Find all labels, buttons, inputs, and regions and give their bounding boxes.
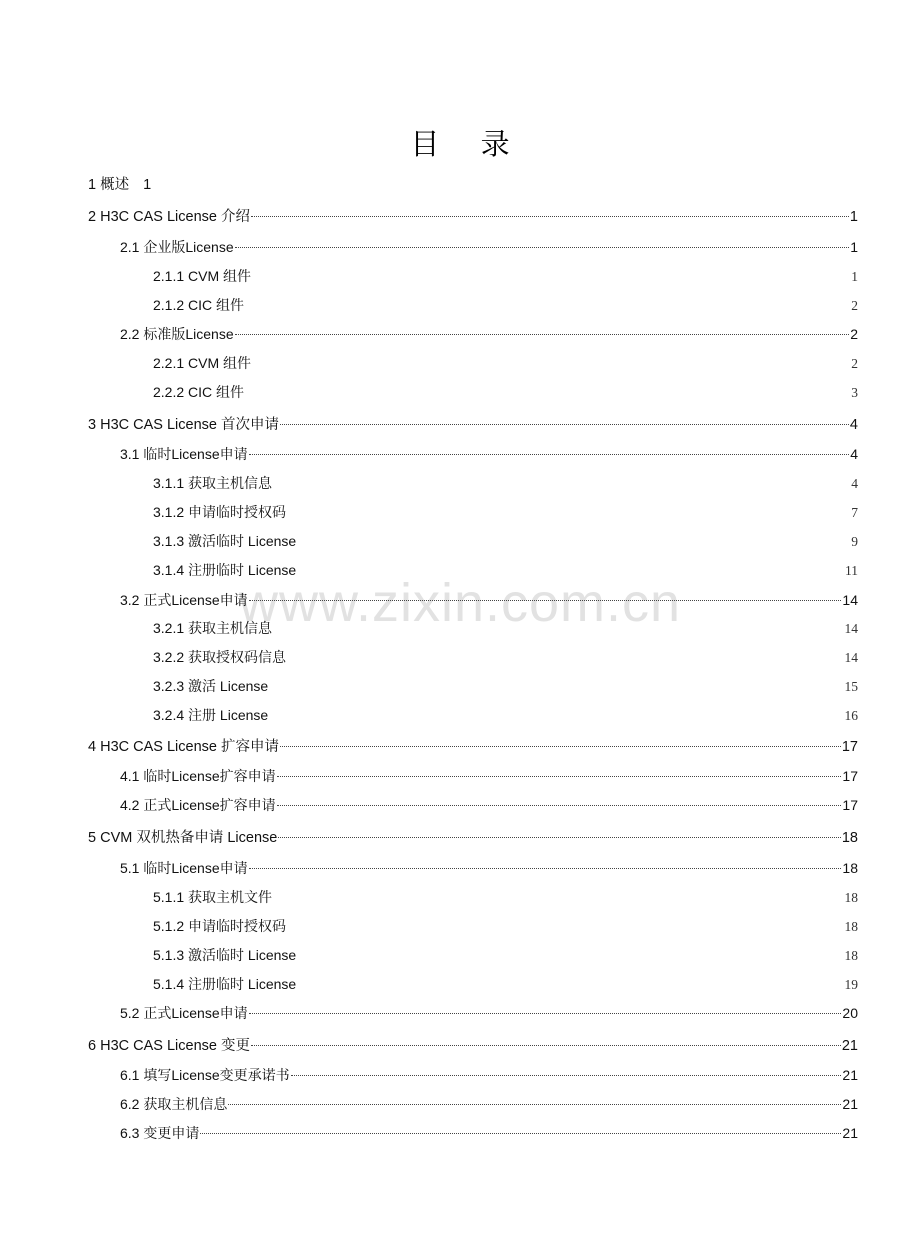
toc-page-number: 1 (849, 209, 858, 225)
toc-entry[interactable] (120, 1123, 858, 1143)
toc-entry[interactable] (120, 237, 858, 257)
toc-entry[interactable] (153, 705, 858, 725)
toc-entry-title: 4 H3C CAS License 扩容申请 (88, 739, 279, 755)
toc-page-number: 16 (844, 708, 858, 723)
toc-entry-title: 3.1.3 激活临时 License (153, 533, 297, 549)
toc-entry-title: 5.1.1 获取主机文件 (153, 889, 273, 905)
toc-dot-leader (249, 454, 850, 455)
toc-entry-title: 1 概述 (88, 177, 130, 193)
toc-page-number: 2 (851, 356, 858, 371)
toc-entry-title: 2.2 标准版License (120, 326, 234, 342)
toc-entry-title: 3.2.3 激活 License (153, 678, 269, 694)
toc-page-number: 21 (842, 1096, 858, 1112)
toc-entry-title: 3.2.2 获取授权码信息 (153, 649, 287, 665)
toc-page-number: 4 (850, 446, 858, 462)
toc-dot-leader (280, 746, 841, 747)
toc-dot-leader (278, 837, 841, 838)
toc-page-number: 14 (844, 650, 858, 665)
toc-entry[interactable] (153, 560, 858, 580)
toc-page-number: 21 (841, 1038, 858, 1054)
toc-page-number: 19 (844, 977, 858, 992)
toc-entry[interactable] (153, 531, 858, 551)
toc-entry[interactable] (88, 415, 858, 435)
toc-entry[interactable] (120, 1065, 858, 1085)
toc-page-number: 2 (851, 298, 858, 313)
toc-entry-title: 3.2.4 注册 License (153, 707, 269, 723)
toc-page-number: 21 (842, 1067, 858, 1083)
toc-entry[interactable] (120, 444, 858, 464)
toc-entry-title: 3.2 正式License申请 (120, 592, 248, 608)
toc-entry[interactable] (153, 502, 858, 522)
toc-entry-title: 5 CVM 双机热备申请 License (88, 830, 278, 846)
toc-page-number: 1 (851, 269, 858, 284)
toc-entry-title: 5.1.3 激活临时 License (153, 947, 297, 963)
toc-entry-title: 2.1 企业版License (120, 239, 234, 255)
toc-page-number: 18 (844, 890, 858, 905)
toc-entry[interactable] (88, 828, 858, 848)
toc-page-number: 18 (842, 860, 858, 876)
toc-page-number: 17 (842, 768, 858, 784)
toc-page-number: 18 (841, 830, 858, 846)
toc-entry[interactable] (120, 858, 858, 878)
toc-dot-leader (249, 600, 842, 601)
toc-entry[interactable] (153, 647, 858, 667)
toc-entry-title: 6.2 获取主机信息 (120, 1096, 228, 1112)
toc-entry-title: 3.1.1 获取主机信息 (153, 475, 273, 491)
toc-entry[interactable] (153, 945, 858, 965)
toc-entry[interactable] (120, 1003, 858, 1023)
toc-entry-title: 4.1 临时License扩容申请 (120, 768, 276, 784)
toc-page-number: 18 (844, 948, 858, 963)
toc-entry-title: 6 H3C CAS License 变更 (88, 1038, 250, 1054)
toc-entry-title: 2.1.1 CVM 组件 (153, 268, 252, 284)
toc-dot-leader (235, 334, 850, 335)
toc-dot-leader (228, 1104, 841, 1105)
toc-page-number: 1 (850, 239, 858, 255)
toc-dot-leader (251, 216, 849, 217)
toc-dot-leader (280, 424, 849, 425)
toc-dot-leader (249, 868, 842, 869)
toc-page-number: 15 (844, 679, 858, 694)
toc-entry[interactable] (153, 353, 858, 373)
toc-page-number: 3 (851, 385, 858, 400)
toc-entry[interactable] (153, 974, 858, 994)
toc-dot-leader (277, 776, 842, 777)
toc-entry[interactable] (88, 737, 858, 757)
watermark-text: www.zixin.com.cn (238, 573, 682, 633)
toc-entry-title: 3.1 临时License申请 (120, 446, 248, 462)
toc-entry-title: 6.1 填写License变更承诺书 (120, 1067, 290, 1083)
toc-entry[interactable] (120, 795, 858, 815)
toc-dot-leader (277, 805, 842, 806)
toc-entry[interactable] (120, 1094, 858, 1114)
toc-entry-title: 2 H3C CAS License 介绍 (88, 209, 250, 225)
toc-entry[interactable] (88, 1036, 858, 1056)
toc-page-number: 20 (842, 1005, 858, 1021)
toc-entry[interactable] (153, 618, 858, 638)
toc-entry-title: 3.1.2 申请临时授权码 (153, 504, 287, 520)
toc-entry[interactable] (153, 266, 858, 286)
toc-entry-title: 2.2.2 CIC 组件 (153, 384, 245, 400)
toc-page-number: 18 (844, 919, 858, 934)
toc-entry-title: 3.2.1 获取主机信息 (153, 620, 273, 636)
toc-entry[interactable] (88, 207, 858, 227)
toc-page-number: 7 (851, 505, 858, 520)
toc-entry-title: 5.1.2 申请临时授权码 (153, 918, 287, 934)
toc-entry-title: 2.2.1 CVM 组件 (153, 355, 252, 371)
toc-page-number: 4 (851, 476, 858, 491)
toc-entry[interactable] (153, 473, 858, 493)
toc-dot-leader (235, 247, 850, 248)
toc-page-number: 2 (850, 326, 858, 342)
toc-entry[interactable] (88, 175, 858, 195)
toc-page-number: 17 (842, 797, 858, 813)
toc-page-number: 17 (841, 739, 858, 755)
toc-page-number: 11 (845, 563, 858, 578)
toc-entry[interactable] (153, 676, 858, 696)
toc-entry-title: 6.3 变更申请 (120, 1125, 200, 1141)
toc-entry[interactable] (153, 295, 858, 315)
toc-page-number: 9 (851, 534, 858, 549)
toc-entry-title: 5.2 正式License申请 (120, 1005, 248, 1021)
toc-dot-leader (251, 1045, 841, 1046)
toc-entry-title: 5.1 临时License申请 (120, 860, 248, 876)
toc-entry[interactable] (120, 766, 858, 786)
toc-entry-title: 4.2 正式License扩容申请 (120, 797, 276, 813)
toc-entry[interactable] (153, 916, 858, 936)
toc-entry-title: 3.1.4 注册临时 License (153, 562, 297, 578)
page-title: 目 录 (410, 127, 526, 161)
toc-entry[interactable] (120, 590, 858, 610)
toc-page-number: 14 (842, 592, 858, 608)
toc-entry-title: 2.1.2 CIC 组件 (153, 297, 245, 313)
toc-entry[interactable] (120, 324, 858, 344)
toc-page-number: 1 (143, 177, 152, 193)
toc-entry-title: 3 H3C CAS License 首次申请 (88, 417, 279, 433)
toc-page-number: 4 (849, 417, 858, 433)
toc-dot-leader (249, 1013, 842, 1014)
toc-entry[interactable] (153, 887, 858, 907)
toc-dot-leader (291, 1075, 842, 1076)
toc-entry-title: 5.1.4 注册临时 License (153, 976, 297, 992)
toc-page-number: 21 (842, 1125, 858, 1141)
toc-dot-leader (200, 1133, 841, 1134)
toc-page-number: 14 (844, 621, 858, 636)
toc-entry[interactable] (153, 382, 858, 402)
